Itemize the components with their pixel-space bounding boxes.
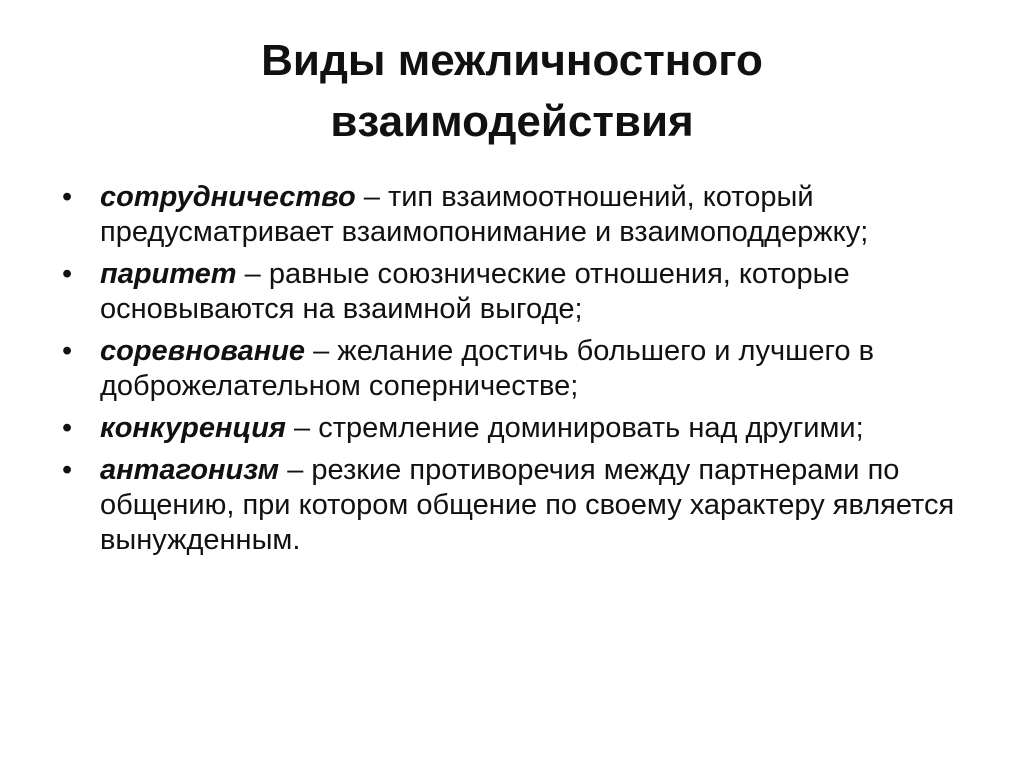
term-label: конкуренция xyxy=(100,412,286,444)
term-definition: – резкие противоречия между партнерами по общению, при котором общение по своему характеру является вынужденным. xyxy=(100,454,955,556)
list-item-cooperation xyxy=(62,180,962,250)
bullet-icon: • xyxy=(62,412,73,444)
list-item-competition xyxy=(62,334,962,404)
term-label: соревнование xyxy=(100,335,306,367)
term-definition: – желание достичь большего и лучшего в доброжелательном соперничестве; xyxy=(100,335,874,402)
term-definition: – стремление доминировать над другими; xyxy=(286,412,864,444)
slide-title xyxy=(0,30,1024,152)
term-label: сотрудничество xyxy=(100,181,356,213)
list-item-rivalry xyxy=(62,411,962,446)
bullet-icon: • xyxy=(62,335,73,367)
term-definition: – равные союзнические отношения, которые основываются на взаимной выгоде; xyxy=(100,258,850,325)
list-item-antagonism xyxy=(62,453,962,558)
term-definition: – тип взаимоотношений, который предусматривает взаимопонимание и взаимоподдержку; xyxy=(100,181,869,248)
bullet-icon: • xyxy=(62,454,73,486)
bullet-icon: • xyxy=(62,181,73,213)
title-line-1: Виды межличностного xyxy=(261,36,763,85)
list-item-parity xyxy=(62,257,962,327)
term-label: паритет xyxy=(100,258,237,290)
title-line-2: взаимодействия xyxy=(330,97,694,146)
term-label: антагонизм xyxy=(100,454,280,486)
bullet-list xyxy=(62,180,962,565)
bullet-icon: • xyxy=(62,258,73,290)
